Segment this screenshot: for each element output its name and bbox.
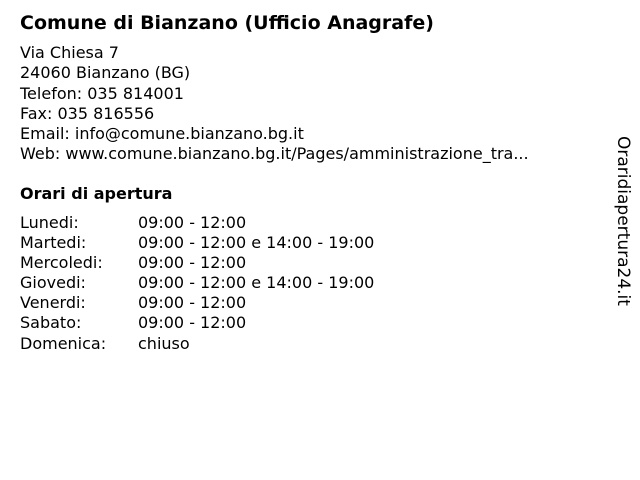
contact-phone: Telefon: 035 814001 xyxy=(20,83,184,103)
contact-city: 24060 Bianzano (BG) xyxy=(20,63,191,83)
contact-email: Email: info@comune.bianzano.bg.it xyxy=(20,124,304,144)
hours-time: 09:00 - 12:00 xyxy=(138,253,247,273)
hours-day: Martedi: xyxy=(20,233,87,253)
hours-time: 09:00 - 12:00 xyxy=(138,293,247,313)
hours-time: 09:00 - 12:00 e 14:00 - 19:00 xyxy=(138,273,375,293)
contact-street: Via Chiesa 7 xyxy=(20,43,119,62)
hours-time: chiuso xyxy=(138,333,190,353)
hours-day: Venerdi: xyxy=(20,293,86,313)
hours-time: 09:00 - 12:00 xyxy=(138,313,247,333)
hours-time: 09:00 - 12:00 e 14:00 - 19:00 xyxy=(138,233,375,253)
hours-day: Mercoledi: xyxy=(20,253,103,273)
hours-time: 09:00 - 12:00 xyxy=(138,213,247,232)
site-watermark: Oraridiapertura24.it xyxy=(613,136,633,306)
hours-heading: Orari di apertura xyxy=(20,184,173,203)
hours-day: Lunedi: xyxy=(20,213,79,232)
hours-day: Sabato: xyxy=(20,313,82,333)
contact-web: Web: www.comune.bianzano.bg.it/Pages/amministrazione_tra... xyxy=(20,144,529,164)
hours-day: Domenica: xyxy=(20,333,107,353)
contact-block xyxy=(20,43,529,165)
hours-day: Giovedi: xyxy=(20,273,86,293)
contact-fax: Fax: 035 816556 xyxy=(20,103,155,123)
page-title: Comune di Bianzano (Ufficio Anagrafe) xyxy=(20,12,434,34)
